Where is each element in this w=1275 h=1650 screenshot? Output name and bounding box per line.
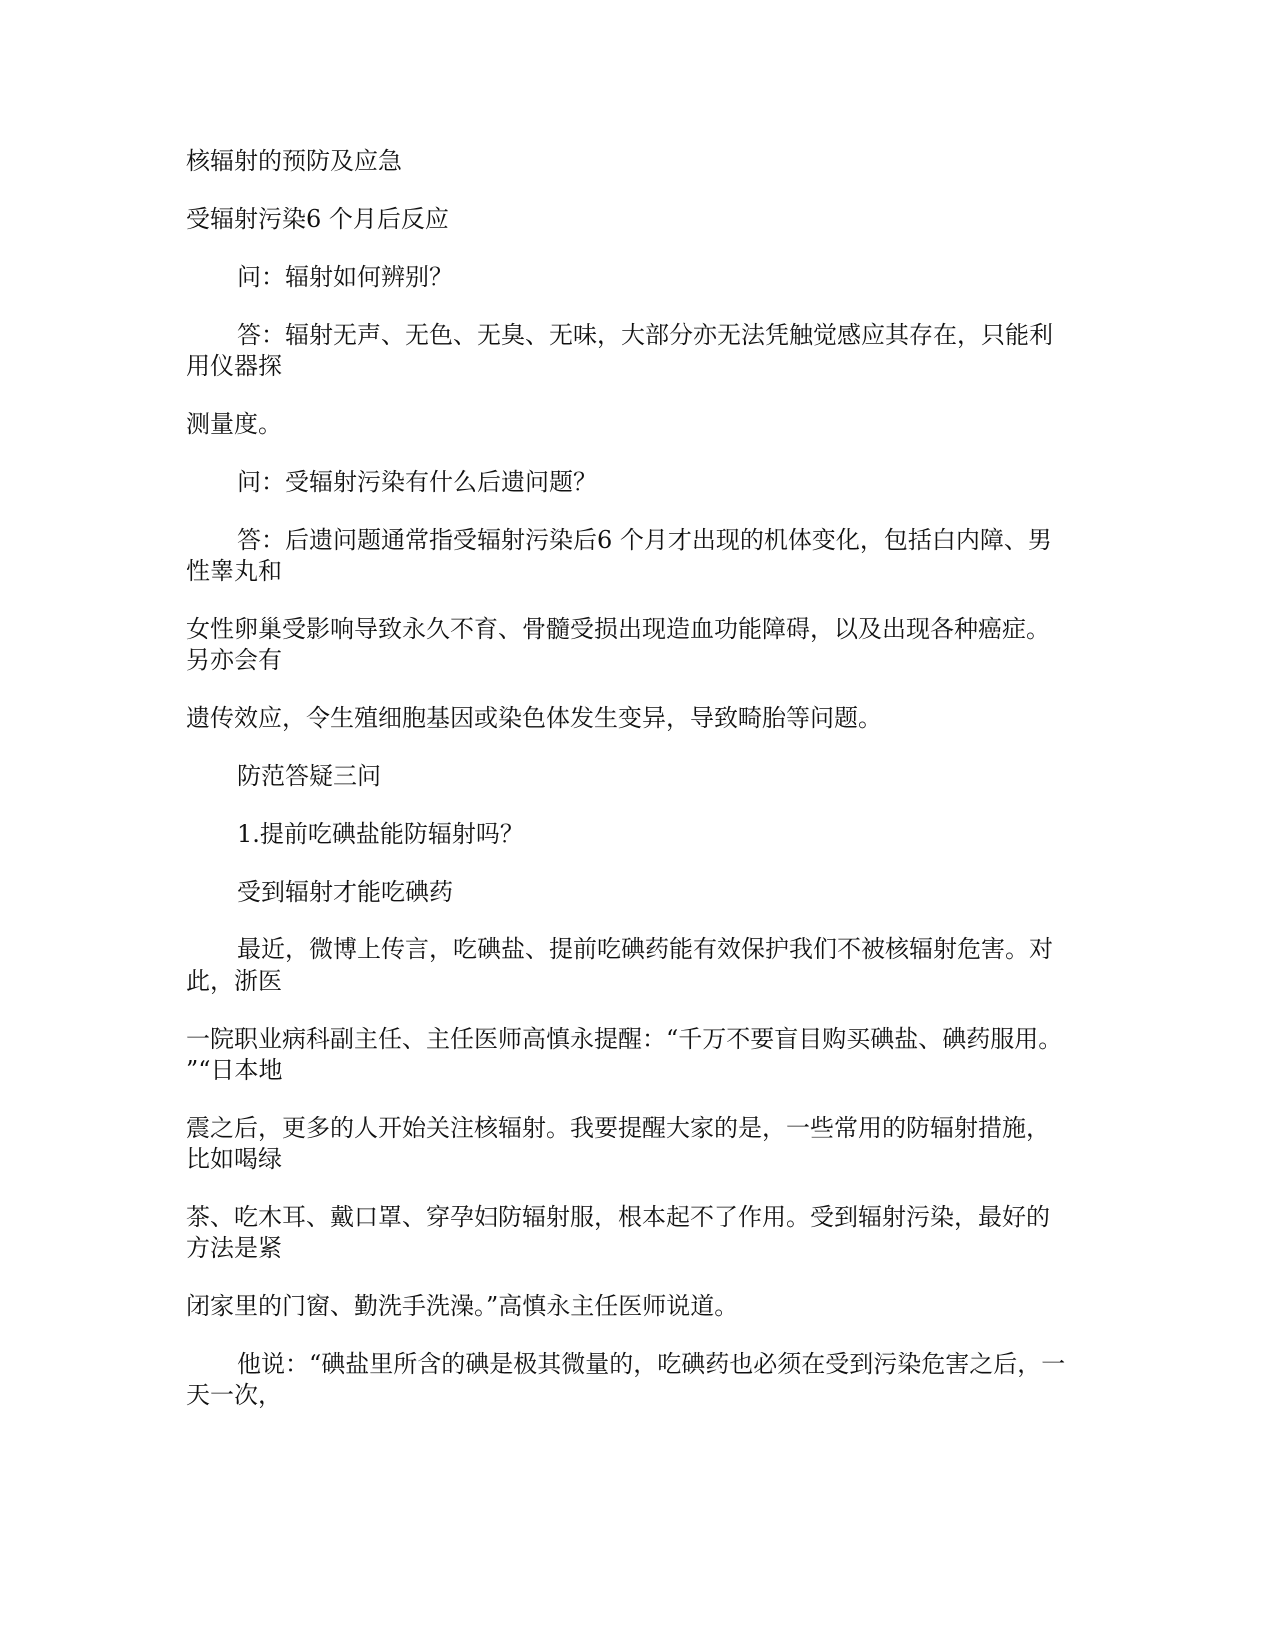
- paragraph-line: 茶、吃木耳、戴口罩、穿孕妇防辐射服，根本起不了作用。受到辐射污染，最好的: [186, 1203, 1050, 1231]
- paragraph-line-continued: 此，浙医: [186, 967, 282, 995]
- paragraph-line: 遗传效应，令生殖细胞基因或染色体发生变异，导致畸胎等问题。: [186, 704, 882, 732]
- doc-title: 核辐射的预防及应急: [186, 147, 402, 175]
- answer-line-continued: 用仪器探: [186, 352, 282, 380]
- subheading: 防范答疑三问: [237, 762, 381, 790]
- paragraph-line: 最近，微博上传言，吃碘盐、提前吃碘药能有效保护我们不被核辐射危害。对: [237, 935, 1053, 963]
- question-item: 1.提前吃碘盐能防辐射吗？: [237, 820, 524, 848]
- paragraph-line: 震之后，更多的人开始关注核辐射。我要提醒大家的是，一些常用的防辐射措施，: [186, 1114, 1050, 1142]
- paragraph-line: 闭家里的门窗、勤洗手洗澡。”高慎永主任医师说道。: [186, 1292, 739, 1320]
- paragraph-line-continued: 方法是紧: [186, 1234, 282, 1262]
- paragraph-line: 一院职业病科副主任、主任医师高慎永提醒：“千万不要盲目购买碘盐、碘药服用。: [186, 1025, 1063, 1053]
- paragraph-line-continued: ”“日本地: [186, 1056, 283, 1084]
- answer-line-continued: 性睾丸和: [186, 557, 282, 585]
- question-line: 问：辐射如何辨别？: [237, 263, 453, 291]
- answer-line: 答：辐射无声、无色、无臭、无味，大部分亦无法凭触觉感应其存在，只能利: [237, 321, 1053, 349]
- paragraph-line: 测量度。: [186, 410, 282, 438]
- paragraph-line-continued: 比如喝绿: [186, 1145, 282, 1173]
- paragraph-line-continued: 天一次，: [186, 1381, 282, 1409]
- paragraph-line: 他说：“碘盐里所含的碘是极其微量的，吃碘药也必须在受到污染危害之后，一: [237, 1350, 1066, 1378]
- answer-line: 答：后遗问题通常指受辐射污染后6 个月才出现的机体变化，包括白内障、男: [237, 526, 1052, 554]
- question-line: 问：受辐射污染有什么后遗问题？: [237, 468, 597, 496]
- section-heading: 受辐射污染6 个月后反应: [186, 205, 449, 233]
- paragraph-line-continued: 另亦会有: [186, 646, 282, 674]
- paragraph-line: 女性卵巢受影响导致永久不育、骨髓受损出现造血功能障碍，以及出现各种癌症。: [186, 615, 1050, 643]
- subheading: 受到辐射才能吃碘药: [237, 878, 453, 906]
